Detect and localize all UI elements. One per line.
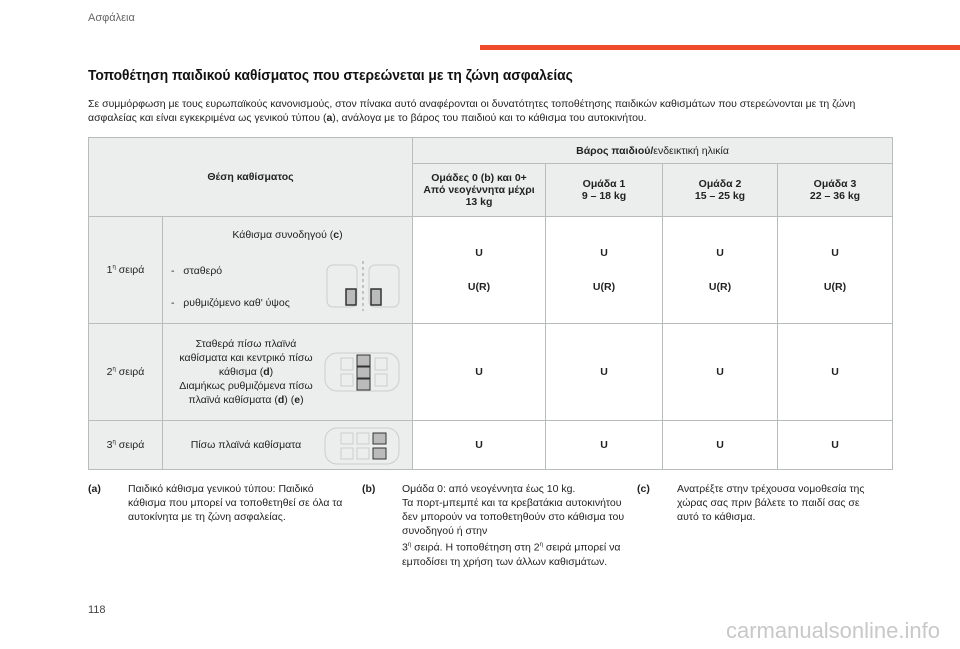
row-label: $3^\eta$ σειρά (89, 421, 163, 470)
seat-desc: Σταθερά πίσω πλαϊνά καθίσματα και κεντρικό πίσω κάθισμα (d) Διαμήκως ρυθμιζόμενα πίσω πλαϊνά καθίσματα (d) (e) (163, 324, 413, 421)
watermark: carmanualsonline.info (725, 618, 940, 643)
group-header: Ομάδα 1 9 – 18 kg (546, 164, 663, 217)
value-cell: U U(R) (546, 217, 663, 324)
group-header: Ομάδες 0 (b) και 0+ Από νεογέννητα μέχρι 13 kg (413, 164, 546, 217)
value-cell: U (778, 324, 893, 421)
value-cell: U U(R) (413, 217, 546, 324)
row-label: $2^\eta$ σειρά (89, 324, 163, 421)
group-header: Ομάδα 2 15 – 25 kg (663, 164, 778, 217)
group-header: Ομάδα 3 22 – 36 kg (778, 164, 893, 217)
page-title: Τοποθέτηση παιδικού καθίσματος που στερεώνεται με τη ζώνη ασφαλείας (88, 67, 573, 84)
value-cell: U (413, 324, 546, 421)
page-number: 118 (88, 604, 106, 616)
section-label: Ασφάλεια (88, 12, 135, 24)
intro-text: Σε συμμόρφωση με τους ευρωπαϊκούς κανονισμούς, στον πίνακα αυτό αναφέρονται οι δυνατότητες τοποθέτησης παιδικών καθισμάτων που στερεώνονται με τη ζώνη ασφαλείας και είναι εγκεκριμένα ως γενικού τύπου ( (88, 98, 856, 124)
intro-ref: a (326, 112, 333, 124)
footnote-a: (a) Παιδικό κάθισμα γενικού τύπου: Παιδικό κάθισμα που μπορεί να τοποθετηθεί σε όλα τα αυτοκίνητα με τη ζώνη ασφαλείας. (88, 483, 343, 523)
table-row (89, 421, 893, 470)
rear-seat-diagram-icon (323, 350, 403, 394)
footnote-b: (b) Ομάδα 0: από νεογέννητα έως 10 kg. Τα πορτ-μπεμπέ και τα κρεβατάκια αυτοκινήτου δεν μπορούν να τοποθετηθούν στο κάθισμα του συνοδηγού ή στην $3^\eta$ σειρά. Η τοποθέτηση στη $2^\eta$ σειρά μπορεί να εμποδίσει τη χρήση των άλλων καθισμάτων. (362, 483, 625, 568)
value-cell: U U(R) (778, 217, 893, 324)
intro-paragraph (88, 97, 888, 125)
seat-position-header: Θέση καθίσματος (89, 138, 413, 217)
weight-header (413, 138, 893, 164)
value-cell: U (663, 421, 778, 470)
section-accent-bar (480, 45, 960, 50)
value-cell: U (778, 421, 893, 470)
table-row (89, 217, 893, 324)
intro-text-end: ), ανάλογα με το βάρος του παιδιού και το κάθισμα του αυτοκινήτου. (332, 112, 647, 124)
value-cell: U (546, 324, 663, 421)
child-seat-table (88, 137, 893, 470)
table-row (89, 324, 893, 421)
front-seat-diagram-icon (325, 261, 405, 311)
seat-desc: Κάθισμα συνοδηγού (c) - σταθερό - ρυθμιζόμενο καθ' ύψος (163, 217, 413, 324)
value-cell: U (413, 421, 546, 470)
footnote-c: (c) Ανατρέξτε στην τρέχουσα νομοθεσία της χώρας σας πριν βάλετε το παιδί σας σε αυτό το κάθισμα. (637, 483, 865, 523)
row-label: $1^\eta$ σειρά (89, 217, 163, 324)
age-label: ενδεικτική ηλικία (653, 144, 729, 157)
value-cell: U (546, 421, 663, 470)
weight-label: Βάρος παιδιού/ (576, 144, 654, 157)
third-row-diagram-icon (323, 426, 403, 466)
value-cell: U (663, 324, 778, 421)
seat-desc: Πίσω πλαϊνά καθίσματα (163, 421, 413, 470)
value-cell: U U(R) (663, 217, 778, 324)
